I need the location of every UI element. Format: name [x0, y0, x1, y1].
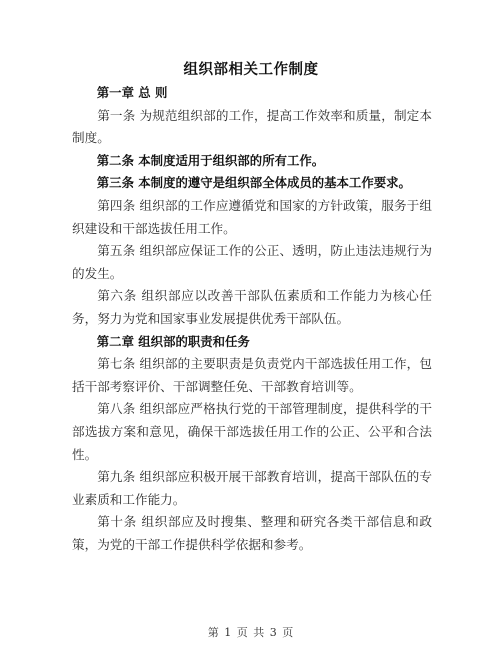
article-paragraph: 第六条 组织部应以改善干部队伍素质和工作能力为核心任务，努力为党和国家事业发展提供优秀干部队伍。	[72, 288, 432, 326]
document-title: 组织部相关工作制度	[183, 62, 319, 78]
article-paragraph: 第五条 组织部应保证工作的公正、透明，防止违法违规行为的发生。	[72, 243, 432, 281]
document-body	[72, 82, 432, 556]
article-paragraph: 第十条 组织部应及时搜集、整理和研究各类干部信息和政策，为党的干部工作提供科学依据和参考。	[72, 514, 432, 552]
page-footer: 第 1 页 共 3 页	[207, 626, 295, 639]
section-heading: 第二条 本制度适用于组织部的所有工作。	[96, 152, 325, 168]
article-paragraph: 第一条 为规范组织部的工作，提高工作效率和质量，制定本制度。	[72, 107, 432, 146]
article-paragraph: 第四条 组织部的工作应遵循党和国家的方针政策，服务于组织建设和干部选拔任用工作。	[72, 197, 432, 236]
article-paragraph: 第八条 组织部应严格执行党的干部管理制度，提供科学的干部选拔方案和意见，确保干部选拔任用工作的公正、公平和合法性。	[72, 401, 432, 462]
article-paragraph: 第九条 组织部应积极开展干部教育培训，提高干部队伍的专业素质和工作能力。	[72, 469, 432, 507]
section-heading: 第二章 组织部的职责和任务	[96, 333, 250, 349]
section-heading: 第三条 本制度的遵守是组织部全体成员的基本工作要求。	[96, 175, 411, 191]
article-paragraph: 第七条 组织部的主要职责是负责党内干部选拔任用工作，包括干部考察评价、干部调整任免、干部教育培训等。	[72, 356, 432, 394]
section-heading: 第一章 总 则	[96, 85, 168, 100]
